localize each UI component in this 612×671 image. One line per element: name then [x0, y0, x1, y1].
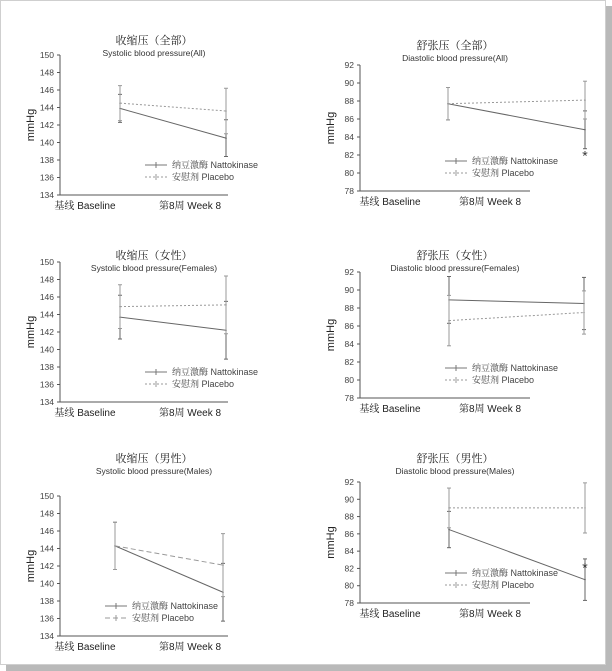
- series-line-placebo: [448, 100, 585, 104]
- data-point: [584, 129, 586, 131]
- y-tick-label: 136: [39, 172, 54, 183]
- y-tick-label: 82: [344, 150, 354, 160]
- chart-subtitle: Systolic blood pressure(All): [102, 48, 206, 58]
- y-tick-label: 80: [344, 168, 354, 178]
- y-tick-label: 84: [344, 132, 354, 142]
- chart-panel-4: [300, 245, 600, 450]
- y-tick-label: 138: [39, 155, 54, 165]
- data-point: [225, 137, 227, 139]
- y-axis-label: mmHg: [325, 318, 337, 352]
- data-point: [584, 579, 586, 581]
- legend-label: 纳豆激酶 Nattokinase: [472, 156, 559, 166]
- y-tick-label: 78: [344, 598, 354, 608]
- significance-marker: *: [582, 559, 588, 576]
- series-line-nattokinase: [115, 546, 223, 592]
- data-point: [447, 103, 449, 105]
- chart-panel-3: [0, 245, 300, 450]
- y-tick-label: 80: [344, 580, 354, 591]
- chart-subtitle: Systolic blood pressure(Females): [90, 263, 218, 273]
- y-axis-label: mmHg: [25, 315, 37, 349]
- y-tick-label: 90: [344, 285, 354, 295]
- y-tick-label: 142: [39, 561, 54, 571]
- series-line-placebo: [449, 313, 584, 321]
- y-axis-label: mmHg: [325, 526, 337, 559]
- data-point: [114, 545, 116, 547]
- y-tick-label: 146: [39, 292, 54, 302]
- data-point: [448, 507, 450, 509]
- y-tick-label: 78: [344, 186, 354, 196]
- series-line-nattokinase: [448, 104, 585, 130]
- y-tick-label: 92: [344, 477, 354, 487]
- y-tick-label: 134: [39, 631, 54, 641]
- y-tick-label: 84: [344, 339, 354, 349]
- data-point: [225, 110, 227, 112]
- chart-panel-1: [0, 30, 300, 235]
- y-tick-label: 134: [39, 397, 54, 407]
- x-category-label: 基线 Baseline: [359, 404, 421, 415]
- y-axis-label: mmHg: [325, 111, 337, 145]
- y-tick-label: 136: [39, 613, 54, 624]
- legend-label: 安慰剂 Placebo: [172, 379, 235, 389]
- series-line-placebo: [120, 305, 226, 307]
- chart-title: 舒张压（全部）: [416, 40, 494, 52]
- y-tick-label: 148: [39, 274, 54, 285]
- x-category-label: 基线 Baseline: [54, 408, 116, 419]
- y-tick-label: 90: [344, 78, 354, 88]
- x-category-label: 基线 Baseline: [359, 197, 421, 208]
- legend-label: 安慰剂 Placebo: [472, 168, 535, 178]
- y-tick-label: 140: [39, 344, 54, 355]
- y-axis-label: mmHg: [25, 108, 37, 142]
- x-category-label: 基线 Baseline: [54, 642, 116, 653]
- chart-panel-5: [0, 448, 300, 653]
- series-line-nattokinase: [449, 300, 584, 304]
- y-tick-label: 78: [344, 393, 354, 403]
- legend-label: 安慰剂 Placebo: [472, 375, 535, 385]
- chart-subtitle: Diastolic blood pressure(Males): [395, 466, 515, 476]
- y-tick-label: 82: [344, 563, 354, 574]
- data-point: [119, 102, 121, 104]
- legend-label: 纳豆激酶 Nattokinase: [132, 601, 219, 611]
- y-tick-label: 92: [344, 267, 354, 277]
- y-tick-label: 86: [344, 528, 354, 539]
- legend-label: 纳豆激酶 Nattokinase: [472, 363, 559, 373]
- chart-title: 收缩压（男性）: [115, 453, 193, 465]
- y-tick-label: 80: [344, 375, 354, 385]
- x-category-label: 第8周 Week 8: [458, 609, 522, 620]
- y-tick-label: 148: [39, 67, 54, 78]
- y-tick-label: 86: [344, 321, 354, 331]
- series-line-placebo: [120, 103, 226, 111]
- series-line-nattokinase: [120, 108, 226, 138]
- y-tick-label: 144: [39, 309, 54, 320]
- chart-title: 舒张压（女性）: [416, 250, 494, 262]
- x-category-label: 基线 Baseline: [54, 201, 116, 212]
- y-tick-label: 138: [39, 362, 54, 372]
- chart-title: 舒张压（男性）: [416, 453, 494, 465]
- y-tick-label: 88: [344, 96, 354, 106]
- legend-label: 纳豆激酶 Nattokinase: [172, 160, 259, 170]
- data-point: [583, 312, 585, 314]
- data-point: [448, 529, 450, 531]
- x-category-label: 基线 Baseline: [359, 609, 421, 620]
- y-tick-label: 144: [39, 102, 54, 113]
- x-category-label: 第8周 Week 8: [458, 197, 522, 208]
- y-tick-label: 140: [39, 578, 54, 589]
- chart-panel-6: [300, 448, 600, 653]
- y-tick-label: 82: [344, 357, 354, 367]
- y-tick-label: 150: [39, 257, 54, 267]
- x-category-label: 第8周 Week 8: [158, 642, 222, 653]
- y-tick-label: 90: [344, 494, 354, 505]
- y-tick-label: 146: [39, 85, 54, 95]
- y-tick-label: 134: [39, 190, 54, 200]
- chart-subtitle: Diastolic blood pressure(Females): [390, 263, 520, 273]
- significance-marker: *: [582, 147, 588, 164]
- data-point: [222, 564, 224, 566]
- chart-panel-2: [300, 35, 600, 240]
- data-point: [448, 320, 450, 322]
- y-tick-label: 92: [344, 60, 354, 70]
- data-point: [225, 304, 227, 306]
- x-category-label: 第8周 Week 8: [458, 404, 522, 415]
- y-tick-label: 136: [39, 379, 54, 390]
- y-tick-label: 140: [39, 137, 54, 148]
- data-point: [584, 507, 586, 509]
- y-tick-label: 148: [39, 508, 54, 519]
- legend-label: 安慰剂 Placebo: [472, 580, 535, 590]
- y-tick-label: 146: [39, 526, 54, 536]
- legend-label: 安慰剂 Placebo: [172, 172, 235, 182]
- y-tick-label: 84: [344, 546, 354, 557]
- series-line-nattokinase: [120, 317, 226, 330]
- y-tick-label: 150: [39, 50, 54, 60]
- legend-label: 纳豆激酶 Nattokinase: [472, 568, 559, 578]
- x-category-label: 第8周 Week 8: [158, 201, 222, 212]
- series-line-placebo: [115, 546, 223, 565]
- y-axis-label: mmHg: [25, 549, 37, 583]
- y-tick-label: 88: [344, 303, 354, 313]
- y-tick-label: 88: [344, 511, 354, 522]
- y-tick-label: 138: [39, 596, 54, 606]
- data-point: [119, 306, 121, 308]
- y-tick-label: 142: [39, 120, 54, 130]
- chart-subtitle: Diastolic blood pressure(All): [402, 53, 508, 63]
- legend-label: 纳豆激酶 Nattokinase: [172, 367, 259, 377]
- chart-subtitle: Systolic blood pressure(Males): [95, 466, 213, 476]
- x-category-label: 第8周 Week 8: [158, 408, 222, 419]
- y-tick-label: 150: [39, 491, 54, 501]
- legend-label: 安慰剂 Placebo: [132, 613, 195, 623]
- y-tick-label: 86: [344, 114, 354, 124]
- chart-title: 收缩压（全部）: [115, 35, 193, 47]
- y-tick-label: 142: [39, 327, 54, 337]
- y-tick-label: 144: [39, 543, 54, 554]
- data-point: [584, 99, 586, 101]
- chart-title: 收缩压（女性）: [115, 250, 193, 262]
